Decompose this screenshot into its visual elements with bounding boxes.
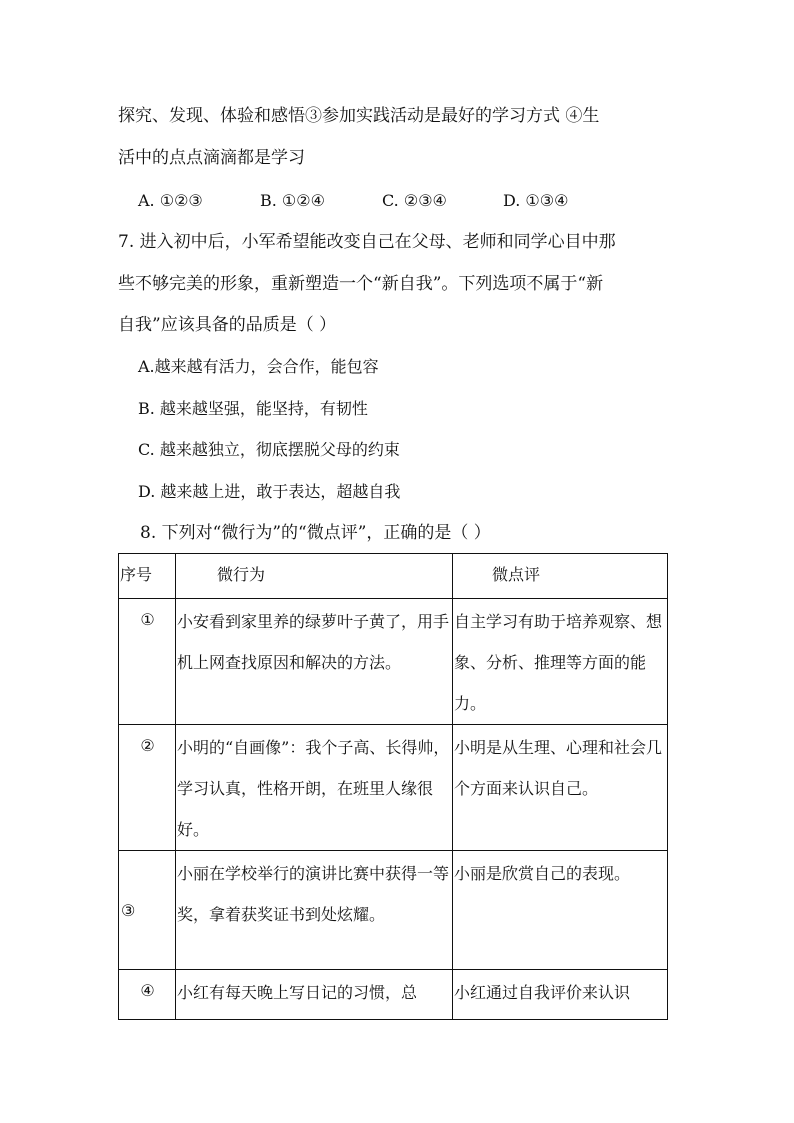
row-behavior	[176, 725, 453, 851]
table-row	[119, 851, 668, 970]
row-behavior-text: 小安看到家里养的绿萝叶子黄了，用手机上网查找原因和解决的方法。	[177, 612, 450, 672]
header-comment-label: 微点评	[492, 565, 541, 584]
header-behavior-label: 微行为	[217, 565, 266, 584]
row-behavior	[176, 970, 453, 1020]
table-header-row	[119, 554, 668, 599]
table-row	[119, 599, 668, 725]
q6-option-c: C. ②③④	[382, 191, 447, 210]
q8-stem: 8. 下列对“微行为”的“微点评”，正确的是（ ）	[140, 523, 491, 543]
q6-option-a: A. ①②③	[138, 191, 203, 210]
row-comment	[453, 599, 668, 725]
q6-option-d: D. ①③④	[503, 191, 569, 210]
header-number-label: 序号	[120, 565, 153, 584]
row-behavior-text: 小明的“自画像”：我个子高、长得帅，学习认真，性格开朗，在班里人缘很好。	[177, 738, 450, 839]
q7-option-b: B. 越来越坚强，能坚持，有韧性	[138, 399, 368, 418]
header-comment	[453, 554, 668, 599]
q7-stem-line-2: 些不够完美的形象，重新塑造一个“新自我”。下列选项不属于“新	[118, 274, 604, 294]
table-row	[119, 725, 668, 851]
q7-stem-line-1: 7. 进入初中后，小军希望能改变自己在父母、老师和同学心目中那	[118, 232, 616, 252]
row-comment-text: 自主学习有助于培养观察、想象、分析、推理等方面的能力。	[454, 612, 663, 713]
row-number: ③	[119, 851, 176, 970]
q7-stem-line-3: 自我”应该具备的品质是（ ）	[118, 315, 337, 335]
q7-option-a: A.越来越有活力，会合作，能包容	[138, 357, 379, 376]
row-comment	[453, 851, 668, 970]
header-behavior	[176, 554, 453, 599]
row-behavior	[176, 599, 453, 725]
row-comment-text: 小丽是欣赏自己的表现。	[454, 864, 631, 883]
row-comment	[453, 725, 668, 851]
header-number	[119, 554, 176, 599]
row-behavior-text: 小丽在学校举行的演讲比赛中获得一等奖，拿着获奖证书到处炫耀。	[177, 864, 450, 924]
row-comment-text: 小红通过自我评价来认识	[454, 983, 631, 1002]
q7-option-c: C. 越来越独立，彻底摆脱父母的约束	[138, 440, 400, 459]
q7-option-d: D. 越来越上进，敢于表达，超越自我	[138, 482, 401, 501]
row-behavior	[176, 851, 453, 970]
row-number: ②	[119, 725, 176, 851]
row-number: ④	[119, 970, 176, 1020]
q6-line-1: 探究、发现、体验和感悟③参加实践活动是最好的学习方式 ④生	[118, 106, 600, 126]
evaluation-table	[118, 553, 668, 1020]
q6-option-b: B. ①②④	[260, 191, 325, 210]
row-comment	[453, 970, 668, 1020]
row-behavior-text: 小红有每天晚上写日记的习惯，总	[177, 983, 418, 1002]
row-comment-text: 小明是从生理、心理和社会几个方面来认识自己。	[454, 738, 663, 798]
q6-line-2: 活中的点点滴滴都是学习	[118, 148, 305, 168]
table-row	[119, 970, 668, 1020]
row-number: ①	[119, 599, 176, 725]
